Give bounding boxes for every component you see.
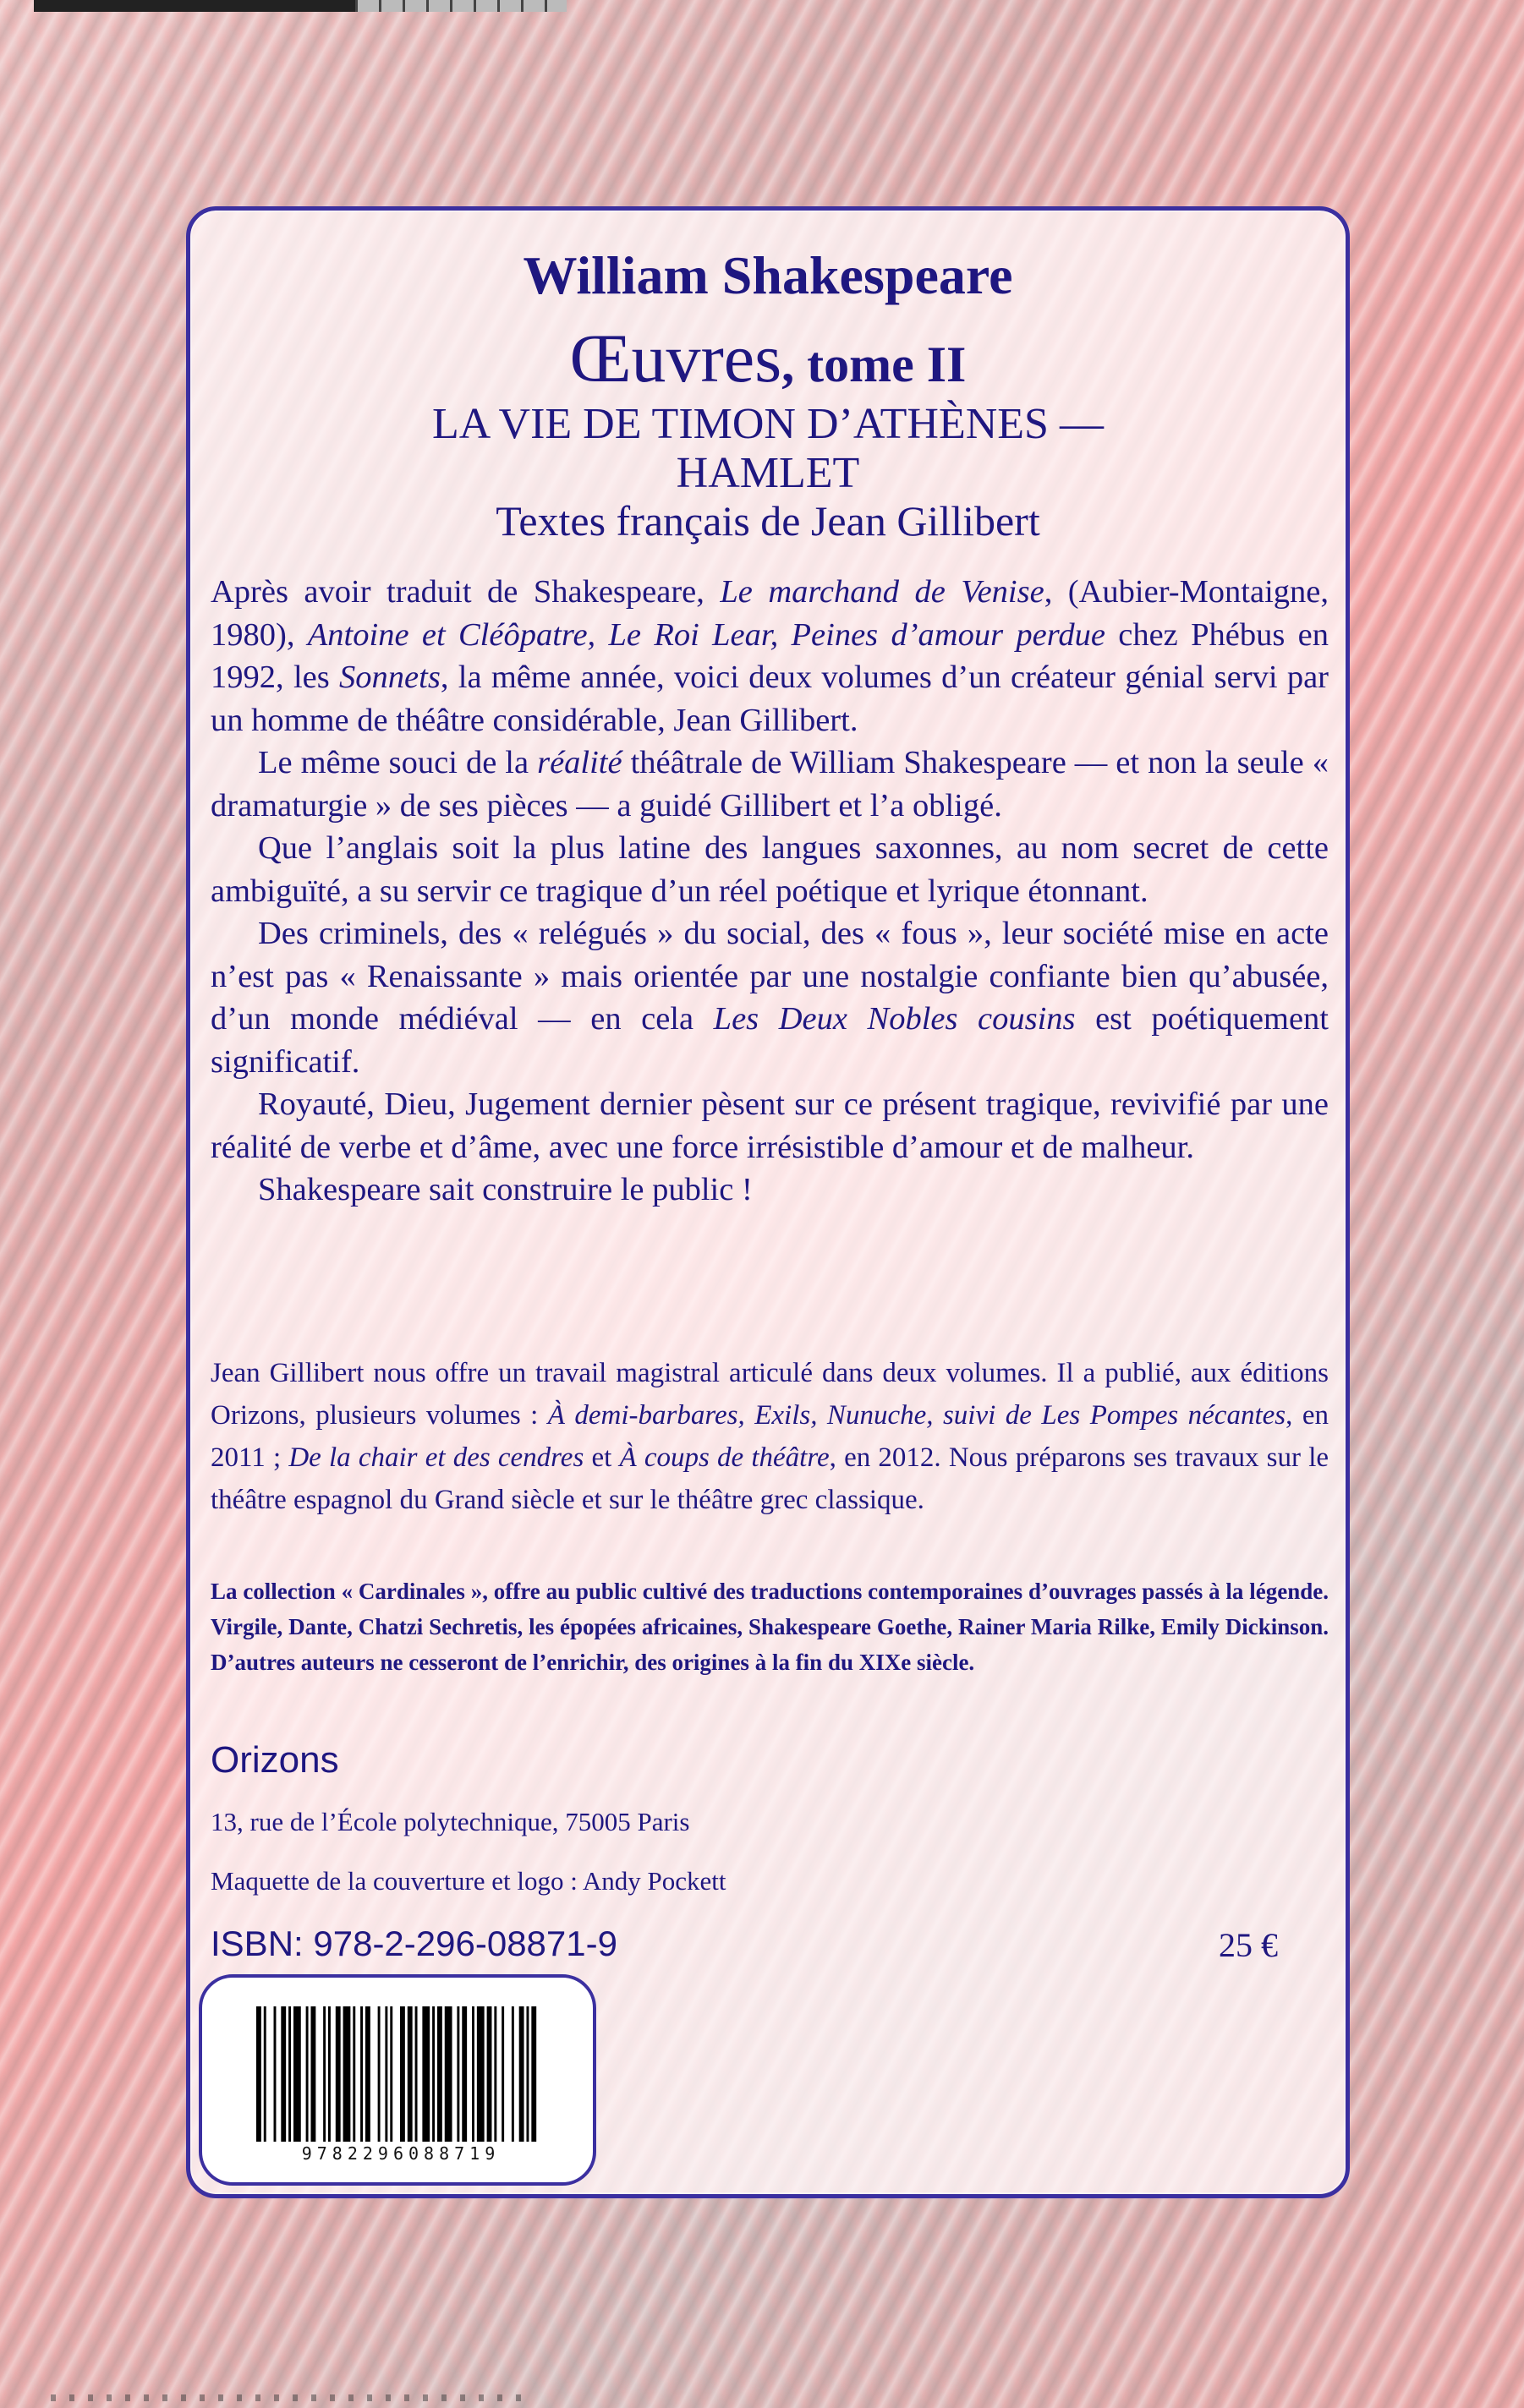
barcode-bar	[390, 2006, 392, 2142]
barcode-bar	[487, 2006, 492, 2142]
barcode-bar	[288, 2006, 291, 2142]
collection-note: La collection « Cardinales », offre au public cultivé des traductions contemporaines d’ouvrages passés à la légende. Virgile, Dante, Chatzi Sechretis, les épopées africaines, Shakespeare Goethe, Rainer Maria Rilke, Emily Dickinson. D’autres auteurs ne cesseront de l’enrichir, des origines à la fin du XIXe siècle.	[211, 1579, 1329, 1675]
barcode-bar	[293, 2006, 301, 2142]
barcode-bar	[328, 2006, 331, 2142]
barcode-bar	[462, 2006, 467, 2142]
barcode-bar	[494, 2006, 496, 2142]
scan-edge-marks	[51, 2394, 524, 2401]
publisher-address: 13, rue de l’École polytechnique, 75005 Paris	[211, 1807, 690, 1836]
blurb-paragraph-1: Après avoir traduit de Shakespeare, Le marchand de Venise, (Aubier-Montaigne, 1980), Antoine et Cléôpatre, Le Roi Lear, Peines d’amour perdue chez Phébus en 1992, les Sonnets, la même année, voici deux volumes d’un créateur génial servi par un homme de théâtre considérable, Jean Gillibert.	[211, 574, 1329, 738]
barcode-bar	[422, 2006, 430, 2142]
barcode-bar	[445, 2006, 452, 2142]
author-name: William Shakespeare	[523, 245, 1013, 305]
isbn-number: ISBN: 978-2-296-08871-9	[211, 1924, 617, 1963]
cover-design-credit: Maquette de la couverture et logo : Andy Pockett	[211, 1866, 726, 1896]
blurb-paragraph-4: Des criminels, des « relégués » du social, des « fous », leur société mise en acte n’est pas « Renaissante » mais orientée par une nostalgie confiante bien qu’abusée, d’un monde médiéval — en cela Les Deux Nobles cousins est poétiquement significatif.	[211, 916, 1329, 1080]
barcode-bar	[512, 2006, 514, 2142]
translator-credit: Textes français de Jean Gillibert	[496, 497, 1040, 545]
translator-bio: Jean Gillibert nous offre un travail magistral articulé dans deux volumes. Il a publié, aux éditions Orizons, plusieurs volumes : À demi-barbares, Exils, Nunuche, suivi de Les Pompes nécantes, en 2011 ; De la chair et des cendres et À coups de théâtre, en 2012. Nous préparons ses travaux sur le théâtre espagnol du Grand siècle et sur le théâtre grec classique.	[211, 1358, 1329, 1515]
back-cover-panel	[186, 206, 1350, 2198]
barcode-bar	[323, 2006, 326, 2142]
barcode-bar	[432, 2006, 435, 2142]
plays-subtitle	[190, 400, 1346, 498]
barcode-bar	[400, 2006, 405, 2142]
blurb-paragraph-5: Royauté, Dieu, Jugement dernier pèsent sur ce présent tragique, revivifié par une réalité de verbe et d’âme, avec une force irrésistible d’amour et de malheur.	[211, 1086, 1329, 1165]
barcode-bar	[415, 2006, 418, 2142]
barcode-bar	[360, 2006, 363, 2142]
barcode-bar	[385, 2006, 387, 2142]
barcode-bar	[472, 2006, 474, 2142]
volume-main: Œuvres	[569, 320, 782, 397]
barcode-bar	[408, 2006, 413, 2142]
barcode-bar	[365, 2006, 370, 2142]
barcode-bar	[353, 2006, 355, 2142]
blurb-body	[211, 571, 1329, 1212]
barcode-icon	[256, 2006, 544, 2142]
blurb-paragraph-3: Que l’anglais soit la plus latine des langues saxonnes, au nom secret de cette ambiguïté, a su servir ce tragique d’un réel poétique et lyrique étonnant.	[211, 830, 1329, 909]
barcode-bar	[310, 2006, 315, 2142]
barcode-bar	[281, 2006, 286, 2142]
barcode-digits: 9782296088719	[301, 2143, 501, 2164]
barcode-bar	[274, 2006, 277, 2142]
price-tag: 25 €	[1219, 1926, 1278, 1964]
barcode-bar	[264, 2006, 266, 2142]
barcode-bar	[306, 2006, 309, 2142]
barcode-bar	[457, 2006, 459, 2142]
subtitle-line-2: HAMLET	[676, 449, 860, 497]
barcode-bar	[343, 2006, 351, 2142]
barcode-bar	[256, 2006, 261, 2142]
barcode-box	[199, 1974, 596, 2186]
barcode-bar	[336, 2006, 341, 2142]
barcode-bar	[519, 2006, 524, 2142]
blurb-paragraph-2: Le même souci de la réalité théâtrale de William Shakespeare — et non la seule « dramaturgie » de ses pièces — a guidé Gillibert et l’a obligé.	[211, 745, 1329, 824]
barcode-bar	[531, 2006, 536, 2142]
barcode-bar	[502, 2006, 504, 2142]
calibration-ticks	[355, 0, 567, 12]
publisher-name: Orizons	[211, 1739, 339, 1781]
volume-tome: , tome II	[781, 337, 967, 392]
barcode-bar	[477, 2006, 485, 2142]
barcode-bar	[437, 2006, 442, 2142]
blurb-paragraph-6: Shakespeare sait construire le public !	[258, 1172, 753, 1207]
volume-title	[190, 319, 1346, 398]
subtitle-line-1: LA VIE DE TIMON D’ATHÈNES —	[432, 400, 1104, 448]
barcode-bar	[526, 2006, 529, 2142]
barcode-bar	[378, 2006, 381, 2142]
